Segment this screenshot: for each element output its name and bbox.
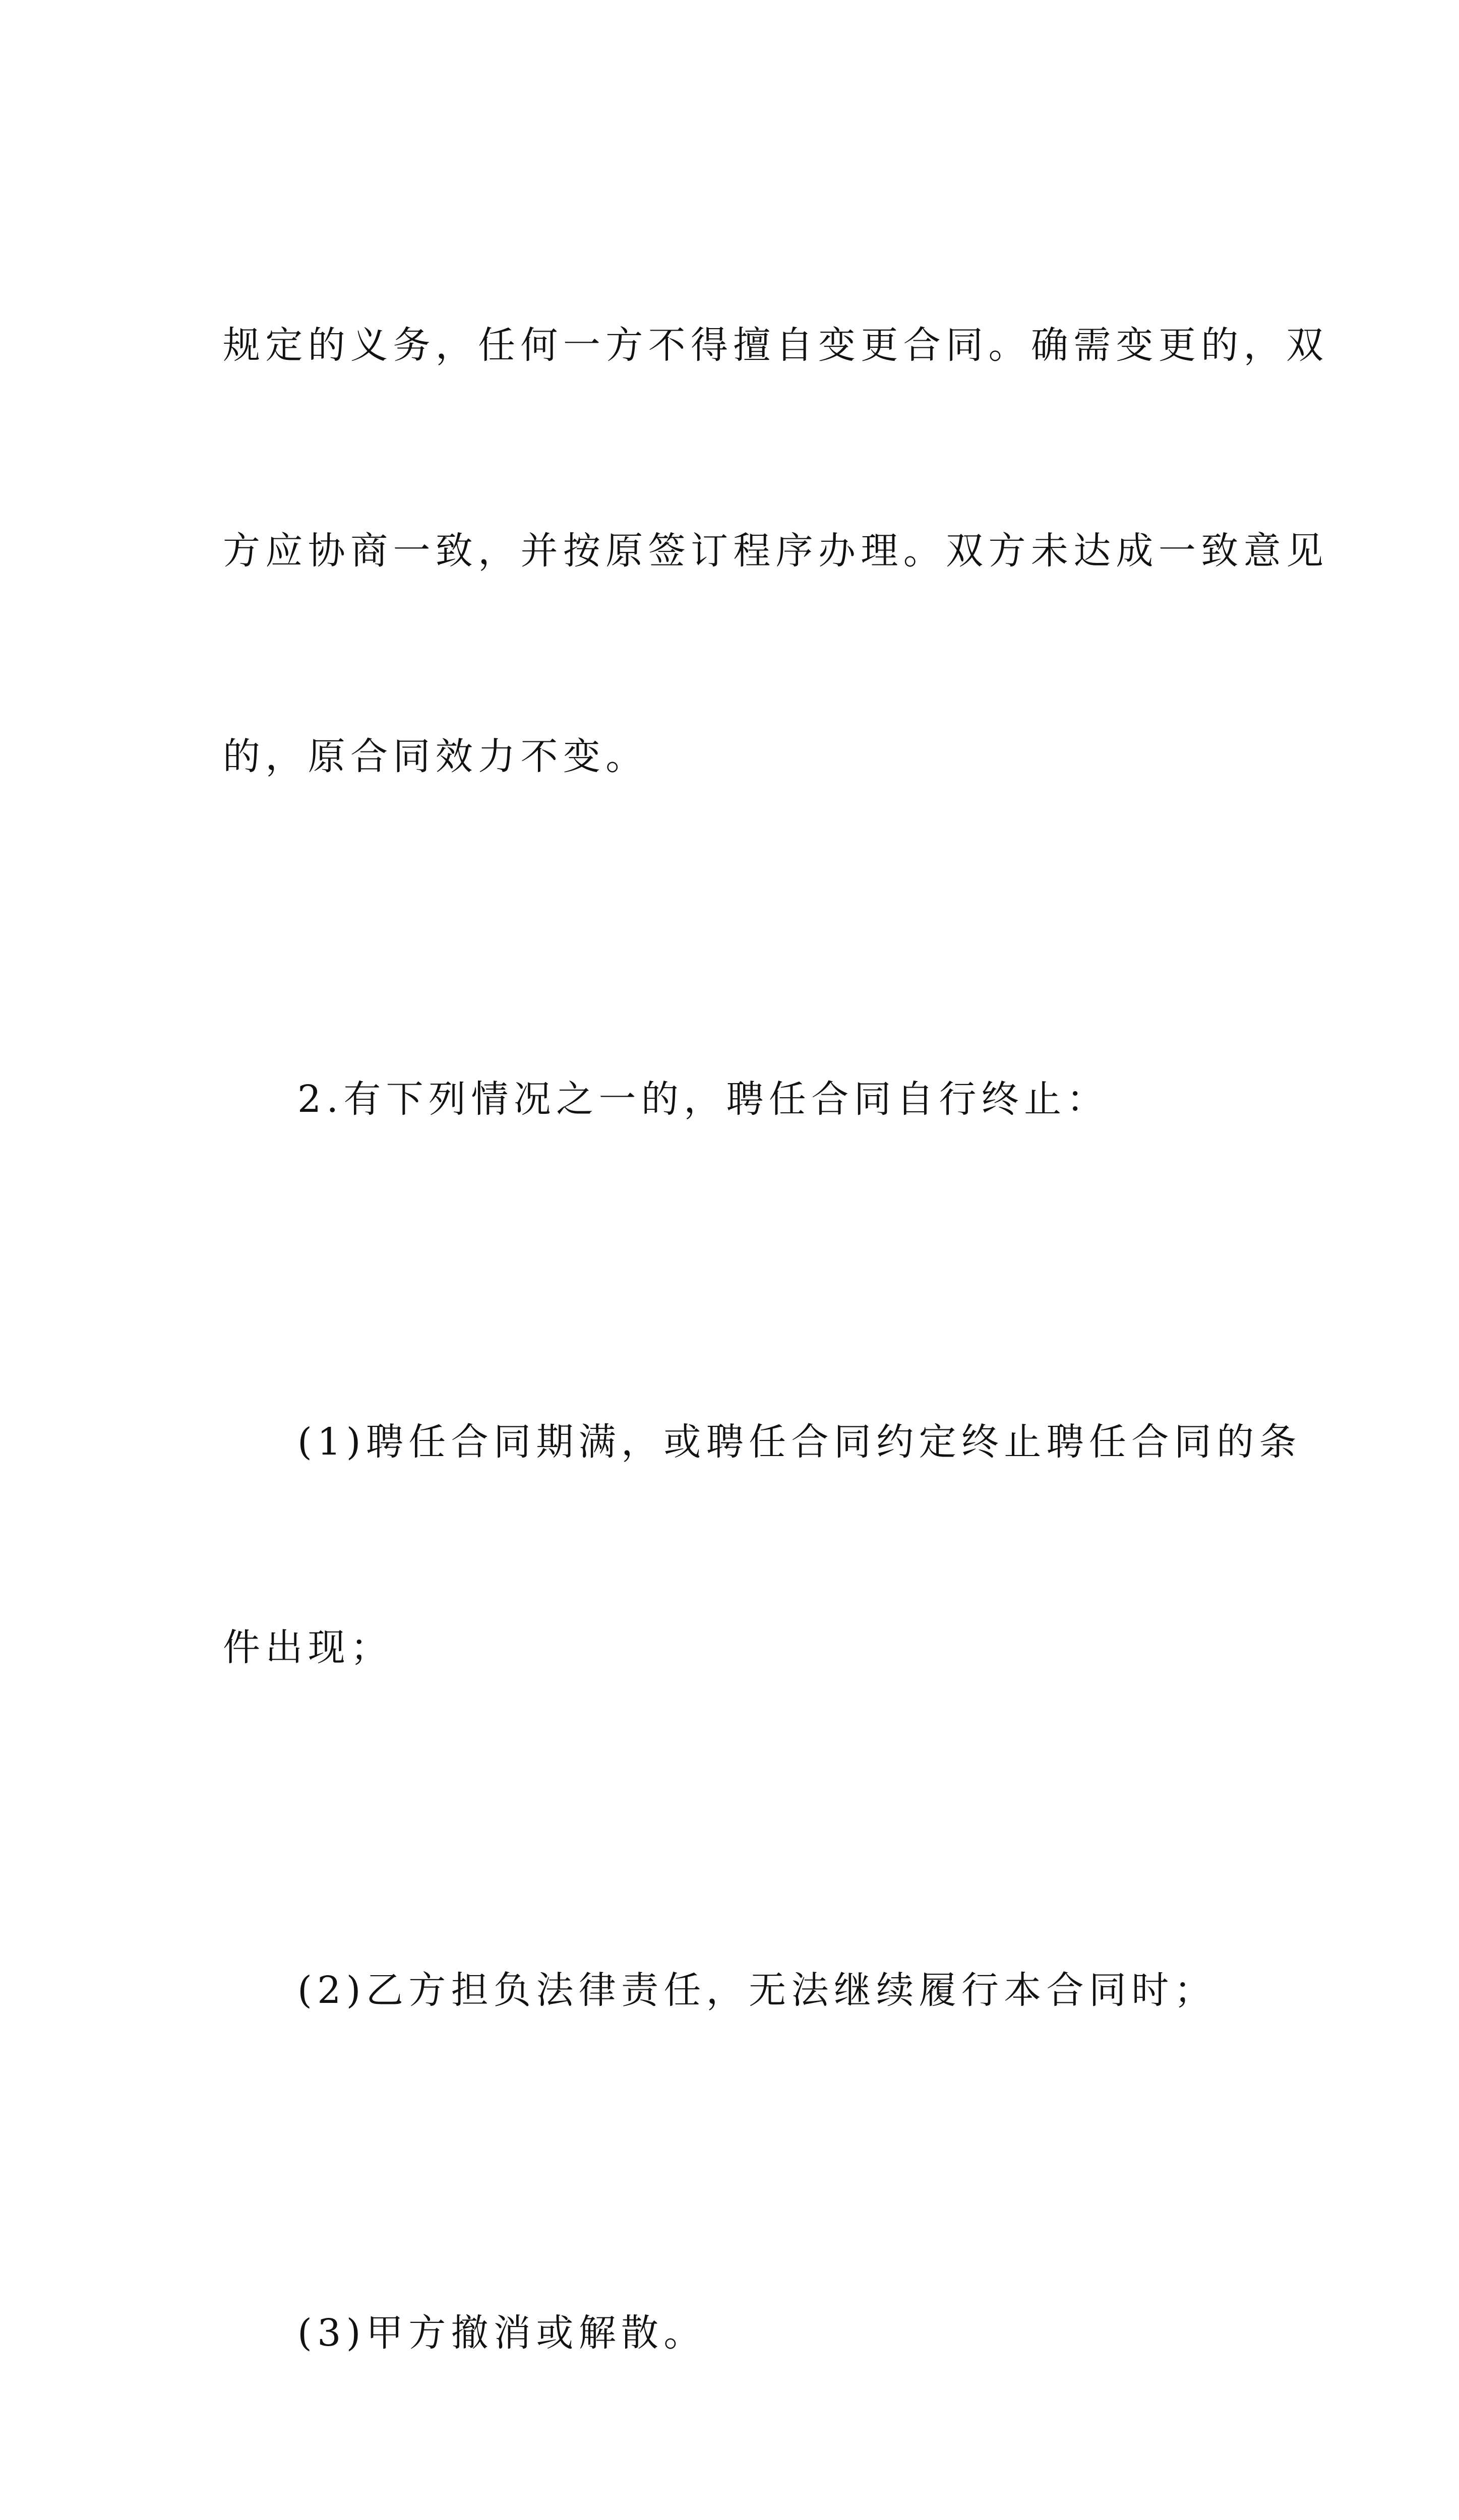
document-body bbox=[223, 174, 1329, 2520]
text-line: 规定的义务，任何一方不得擅自变更合同。确需变更的，双 bbox=[223, 324, 1329, 367]
clause-2-item-1 bbox=[223, 1271, 1302, 1819]
clause-2-item-3 bbox=[223, 2162, 1242, 2504]
clause-2-item-2 bbox=[223, 1819, 1242, 2162]
text-line: (1)聘任合同期满，或聘任合同约定终止聘任合同的条 bbox=[297, 1420, 1302, 1464]
clause-3-heading bbox=[223, 2504, 1242, 2520]
text-line: 件出现； bbox=[223, 1626, 393, 1669]
text-line: (3)甲方撤消或解散。 bbox=[297, 2311, 706, 2355]
text-line: 2.有下列情况之一的，聘任合同自行终止： bbox=[297, 1078, 1109, 1121]
text-line: 方应协商一致，并按原签订程序办理。双方未达成一致意见 bbox=[223, 529, 1329, 573]
text-line: (2)乙方担负法律责任，无法继续履行本合同时； bbox=[297, 1969, 1217, 2012]
clause-2-heading bbox=[223, 928, 1242, 1271]
paragraph-obligation-continuation bbox=[223, 174, 1329, 928]
text-line: 的，原合同效力不变。 bbox=[223, 735, 648, 778]
